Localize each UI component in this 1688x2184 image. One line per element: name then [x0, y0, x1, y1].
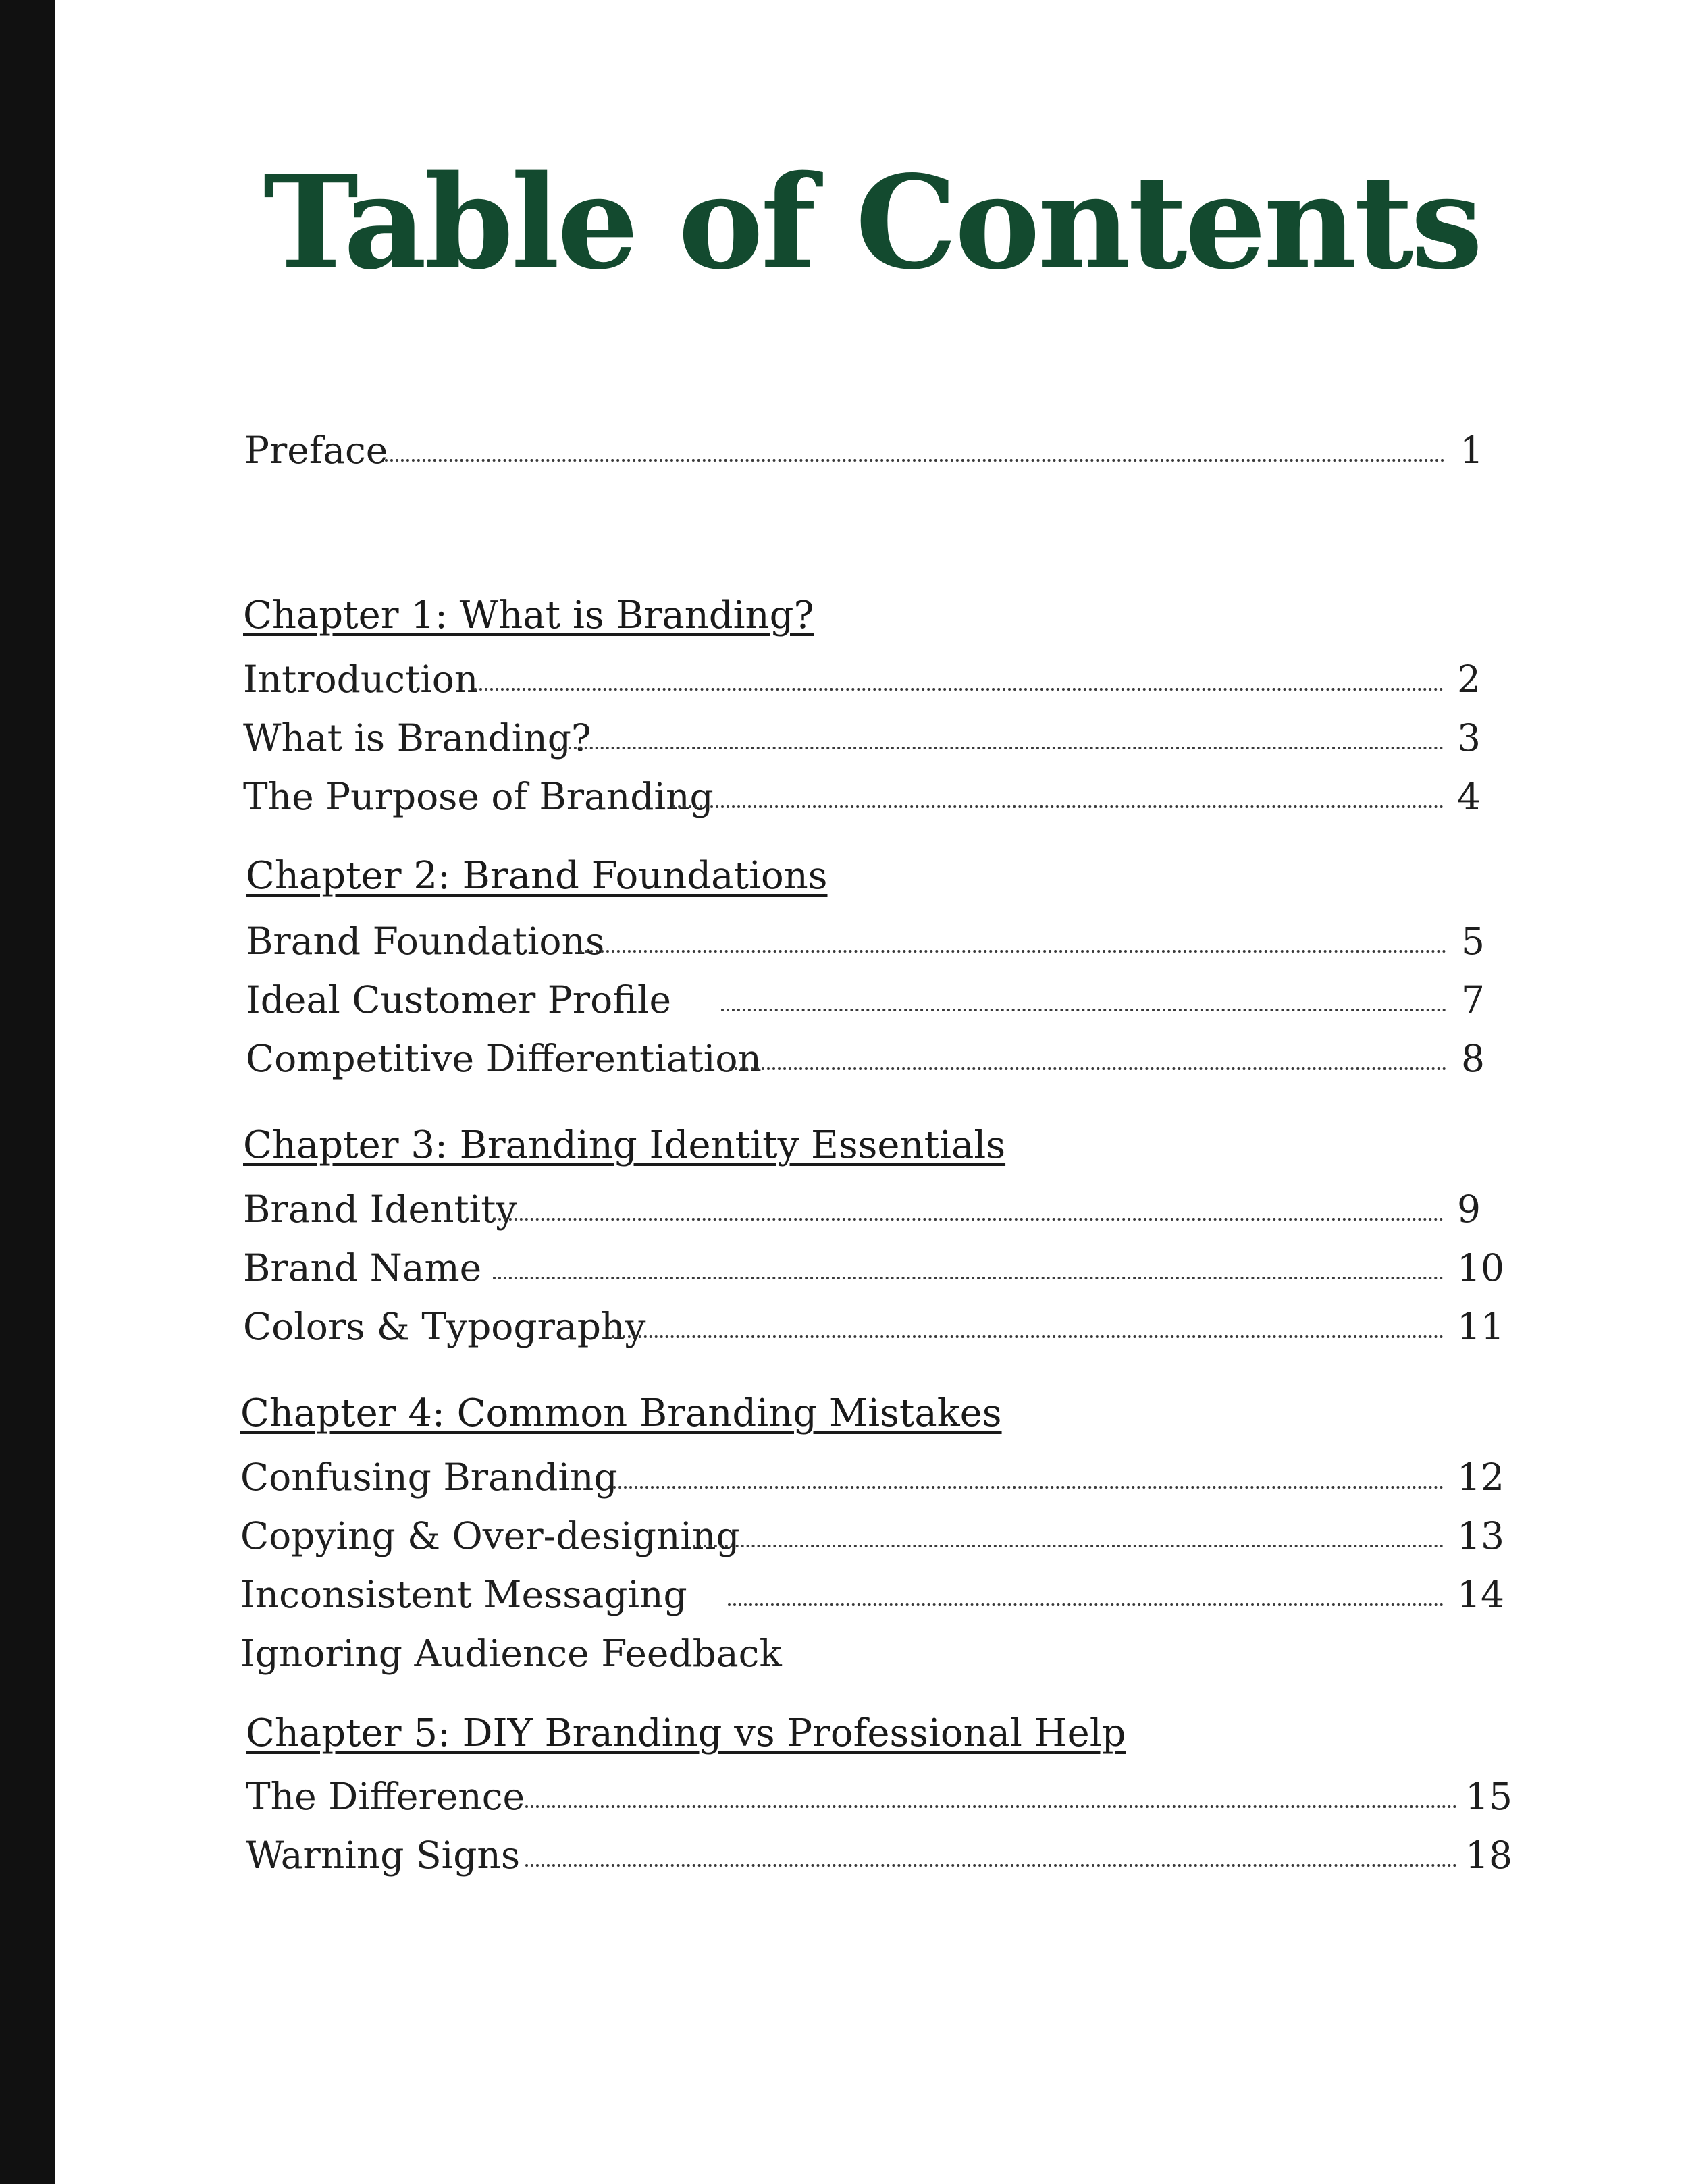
chapter-2-heading[interactable]: Chapter 2: Brand Foundations: [246, 854, 828, 898]
toc-entry-label: The Purpose of Branding: [243, 775, 714, 818]
toc-entry-page: 10: [1457, 1246, 1504, 1289]
dotted-leader: [579, 950, 1446, 953]
toc-entry-label: Brand Name: [243, 1246, 482, 1289]
dotted-leader: [693, 1545, 1444, 1547]
toc-entry-label: Copying & Over-designing: [240, 1514, 740, 1557]
toc-entry[interactable]: [246, 1828, 1512, 1882]
toc-entry-label: Competitive Differentiation: [246, 1037, 762, 1080]
dotted-leader: [385, 459, 1445, 462]
toc-entry[interactable]: [243, 1241, 1504, 1295]
toc-entry-label: Colors & Typography: [243, 1305, 646, 1348]
toc-entry-page: 15: [1465, 1775, 1512, 1818]
toc-entry-label: Confusing Branding: [240, 1456, 618, 1499]
toc-entry-label: What is Branding?: [243, 716, 591, 760]
toc-entry-page: 12: [1457, 1456, 1504, 1499]
dotted-leader: [558, 747, 1444, 749]
toc-entry[interactable]: [240, 1450, 1504, 1504]
toc-entry[interactable]: [243, 770, 1485, 824]
toc-entry-label: The Difference: [246, 1775, 525, 1818]
dotted-leader: [525, 1864, 1457, 1867]
toc-entry-page: 8: [1461, 1037, 1485, 1080]
toc-entry-page: 18: [1465, 1834, 1512, 1877]
toc-entry-label: Preface: [244, 429, 388, 472]
toc-entry[interactable]: [246, 1032, 1488, 1086]
toc-entry-label: Brand Foundations: [246, 920, 605, 963]
toc-entry-label: Ignoring Audience Feedback: [240, 1632, 782, 1675]
toc-entry[interactable]: [240, 1568, 1504, 1622]
toc-entry-page: 13: [1457, 1514, 1504, 1557]
dotted-leader: [728, 1603, 1444, 1606]
toc-entry-preface[interactable]: [244, 423, 1487, 477]
toc-entry[interactable]: [240, 1626, 1499, 1680]
dotted-leader: [672, 805, 1444, 808]
toc-entry[interactable]: [246, 914, 1488, 968]
toc-entry-label: Introduction: [243, 658, 479, 701]
dotted-leader: [608, 1486, 1444, 1489]
toc-entry[interactable]: [243, 1300, 1504, 1354]
chapter-1-heading[interactable]: Chapter 1: What is Branding?: [243, 593, 814, 637]
toc-entry-page: 11: [1457, 1305, 1504, 1348]
toc-entry-label: Ideal Customer Profile: [246, 978, 672, 1021]
chapter-4-heading[interactable]: Chapter 4: Common Branding Mistakes: [240, 1391, 1002, 1435]
dotted-leader: [612, 1335, 1444, 1338]
dotted-leader: [493, 1218, 1444, 1221]
toc-entry-page: 14: [1457, 1573, 1504, 1616]
toc-entry[interactable]: [243, 711, 1485, 765]
chapter-5-heading[interactable]: Chapter 5: DIY Branding vs Professional Help: [246, 1711, 1126, 1755]
toc-entry-page: 9: [1457, 1188, 1481, 1231]
dotted-leader: [525, 1805, 1457, 1808]
toc-entry[interactable]: [243, 652, 1485, 706]
toc-entry[interactable]: [240, 1509, 1504, 1563]
toc-entry-page: 3: [1457, 716, 1481, 760]
toc-entry-page: 4: [1457, 775, 1481, 818]
toc-entry-page: 1: [1460, 429, 1483, 472]
toc-entry[interactable]: [243, 1182, 1499, 1236]
toc-entry-label: Warning Signs: [246, 1834, 521, 1877]
page-spine: [0, 0, 55, 2184]
toc-entry-page: 2: [1457, 658, 1481, 701]
toc-entry-page: 7: [1461, 978, 1485, 1021]
dotted-leader: [729, 1067, 1446, 1070]
toc-entry[interactable]: [246, 1769, 1512, 1823]
toc-entry-label: Brand Identity: [243, 1188, 517, 1231]
dotted-leader: [721, 1009, 1446, 1011]
toc-entry-page: 5: [1461, 920, 1485, 963]
dotted-leader: [474, 688, 1444, 691]
dotted-leader: [493, 1277, 1444, 1279]
toc-entry-label: Inconsistent Messaging: [240, 1573, 687, 1616]
chapter-3-heading[interactable]: Chapter 3: Branding Identity Essentials: [243, 1123, 1006, 1167]
toc-entry[interactable]: [246, 973, 1488, 1027]
page-title: Table of Contents: [263, 147, 1481, 298]
